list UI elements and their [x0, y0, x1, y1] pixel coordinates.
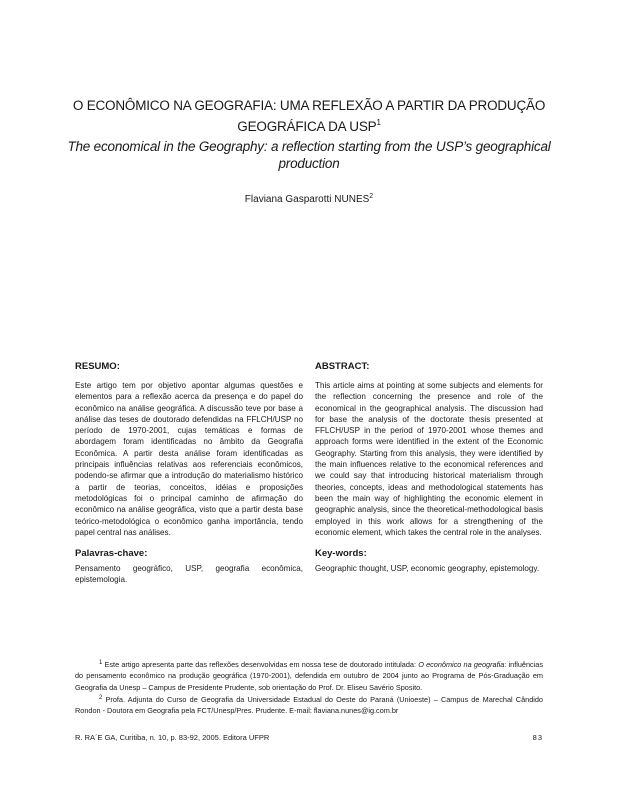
article-title-portuguese	[60, 97, 558, 135]
palavras-chave-text: Pensamento geográfico, USP, geografia econômica, epistemologia.	[75, 564, 303, 585]
palavras-chave-heading: Palavras-chave:	[75, 548, 148, 559]
footnote-1-text-start: Este artigo apresenta parte das reflexões desenvolvidas em nossa tese de doutorado intitulada:	[102, 660, 419, 669]
article-title-english: The economical in the Geography: a reflection starting from the USP’s geographical production	[67, 139, 551, 171]
abstract-text: This article aims at pointing at some subjects and elements for the reflection concerning the presence and role of the economical in the geographical analysis. The discussion had for base the analysis of the doctorate thesis presented at FFLCH/USP in the period of 1970-2001 whose themes and approach forms were identified in the extent of the Economic Geography. Starting from this analysis, they were identified by the main influences relative to the economical references and we could say that introducing historical materialism through theories, concepts, ideas and methodological statements has been the main way of highlighting the economic element in geographic analysis, since the theoretical-methodological basis employed in this work allows for a strengthening of the economic element, which takes the central role in the analyses.	[315, 381, 543, 537]
footnote-1-thesis-title: O econômico na geografia	[418, 660, 505, 669]
journal-citation: R. RA´E GA, Curitiba, n. 10, p. 83-92, 2005. Editora UFPR	[75, 733, 270, 742]
footnote-2	[75, 693, 543, 717]
author-footnote-marker: 2	[369, 193, 374, 200]
author-name: Flaviana Gasparotti NUNES	[244, 194, 370, 205]
page-number: 83	[532, 733, 543, 742]
footnote-1	[75, 658, 543, 693]
footnotes	[75, 658, 543, 716]
abstract-heading: ABSTRACT:	[315, 361, 370, 372]
resumo-text: Este artigo tem por objetivo apontar algumas questões e elementos para a reflexão acerca da presença e do papel do econômico na análise geográfica. A discussão teve por base a análise das teses de doutorado defendidas na FFLCH/USP no período de 1970-2001, cujas temáticas e formas de abordagem foram identificadas no âmbito da Geografia Econômica. A partir desta análise foram identificadas as principais influências relativas aos referenciais econômicos, podendo-se afirmar que a introdução do materialismo histórico a partir de teorias, conceitos, idéias e proposições metodológicas foi o principal caminho de afirmação do econômico na análise geográfica, visto que a partir desta base teórico-metodológica o econômico ganha importância, tendo papel central nas análises.	[75, 381, 303, 537]
footnote-2-marker: 2	[99, 694, 103, 701]
key-words-text: Geographic thought, USP, economic geography, epistemology.	[315, 564, 540, 573]
footnote-2-text: Profa. Adjunta do Curso de Geografia da Universidade Estadual do Oeste do Paraná (Unioeste) – Campus de Marechal Cândido Rondon - Doutora em Geografia pela FCT/Unesp/Pres. Prudente. E-mail: flaviana.nunes@ig.com.br	[75, 694, 543, 716]
footnote-1-text-end: : influências do pensamento econômico na produção geográfica (1970-2001), defendida em outubro de 2004 junto ao Programa de Pós-Graduação em Geografia da Unesp – Campus de Presidente Prudente, sob orientação do Prof. Dr. Eliseu Savério Sposito.	[75, 660, 543, 692]
author-line	[60, 193, 558, 205]
resumo-heading: RESUMO:	[75, 361, 120, 372]
footnote-1-marker: 1	[99, 660, 103, 666]
title-pt-text: O ECONÔMICO NA GEOGRAFIA: UMA REFLEXÃO A PARTIR DA PRODUÇÃO GEOGRÁFICA DA USP	[72, 98, 546, 134]
title-footnote-marker: 1	[376, 118, 381, 127]
key-words-heading: Key-words:	[315, 548, 367, 559]
